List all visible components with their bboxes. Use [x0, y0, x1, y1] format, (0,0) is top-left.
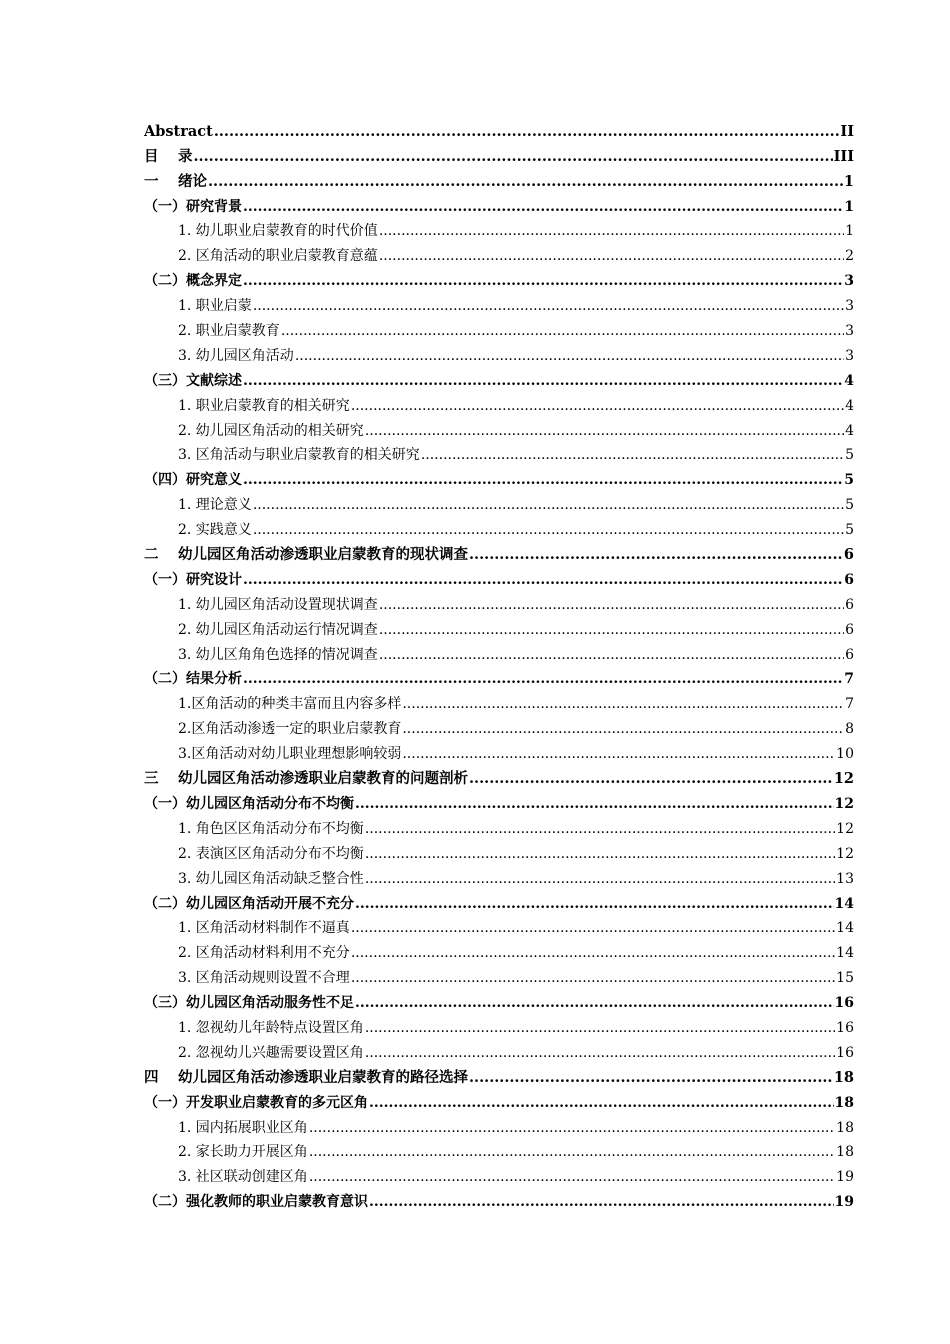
toc-entry-title [178, 645, 378, 665]
dot-leader [194, 147, 833, 167]
dot-leader [469, 1068, 833, 1088]
toc-page-number: 14 [836, 945, 854, 962]
toc-page-number: 12 [836, 845, 854, 862]
toc-entry[interactable] [144, 341, 854, 366]
toc-page-number: 5 [845, 522, 854, 539]
toc-entry[interactable] [144, 192, 854, 217]
toc-chapter-number: 目 [144, 147, 159, 165]
toc-title-text: 1. 区角活动材料制作不逼真 [178, 920, 350, 937]
dot-leader [243, 271, 843, 291]
toc-entry[interactable] [144, 789, 854, 814]
toc-page-number: 2 [845, 248, 854, 265]
toc-title-text: 3. 幼儿园区角活动 [178, 347, 294, 364]
toc-page-number: 1 [844, 198, 854, 215]
toc-entry-title [178, 1043, 364, 1063]
table-of-contents [144, 117, 854, 1212]
toc-title-text: （二）强化教师的职业启蒙教育意识 [144, 1194, 368, 1211]
toc-title-text: 1. 理论意义 [178, 497, 252, 514]
toc-page-number: 15 [836, 970, 854, 987]
dot-leader [309, 1118, 835, 1138]
toc-entry-title [178, 694, 401, 714]
toc-page-number: III [833, 147, 854, 165]
toc-title-text: 1. 园内拓展职业区角 [178, 1119, 308, 1136]
toc-title-text: 3. 区角活动规则设置不合理 [178, 970, 350, 987]
toc-entry[interactable] [144, 739, 854, 764]
dot-leader [253, 520, 844, 540]
toc-page-number: II [840, 122, 854, 140]
dot-leader [355, 894, 834, 914]
toc-title-text: （二）结果分析 [144, 671, 242, 688]
toc-entry-title [144, 993, 354, 1013]
toc-entry-title [178, 1118, 308, 1138]
toc-title-text: （四）研究意义 [144, 472, 242, 489]
toc-entry[interactable] [144, 241, 854, 266]
toc-page-number: 10 [836, 746, 854, 763]
toc-title-text: （一）研究设计 [144, 571, 242, 588]
dot-leader [281, 321, 844, 341]
toc-page-number: 6 [845, 596, 854, 613]
toc-title-text: （一）幼儿园区角活动分布不均衡 [144, 795, 354, 812]
toc-entry-title [144, 197, 242, 217]
toc-title-text: 1. 忽视幼儿年龄特点设置区角 [178, 1019, 364, 1036]
dot-leader [365, 869, 835, 889]
toc-entry[interactable] [144, 1187, 854, 1212]
toc-entry[interactable] [144, 565, 854, 590]
toc-page-number: 5 [845, 447, 854, 464]
toc-title-text: 3. 社区联动创建区角 [178, 1169, 308, 1186]
dot-leader [469, 545, 843, 565]
toc-entry-title [178, 943, 350, 963]
toc-entry-title [178, 321, 280, 341]
toc-title-text: 录 [178, 147, 193, 165]
dot-leader [402, 744, 835, 764]
toc-entry-title [144, 570, 242, 590]
toc-page-number: 4 [845, 422, 854, 439]
toc-title-text: 幼儿园区角活动渗透职业启蒙教育的现状调查 [178, 546, 468, 564]
toc-entry-title [144, 794, 354, 814]
toc-page-number: 18 [836, 1144, 854, 1161]
toc-entry[interactable] [144, 1138, 854, 1163]
dot-leader [214, 122, 840, 142]
toc-title-text: 1.区角活动的种类丰富而且内容多样 [178, 696, 402, 713]
toc-entry-title [144, 1068, 468, 1088]
toc-entry-title [144, 769, 468, 789]
toc-page-number: 5 [844, 472, 854, 489]
dot-leader [402, 719, 844, 739]
toc-entry-title [144, 371, 242, 391]
toc-title-text: 2. 幼儿园区角活动运行情况调查 [178, 621, 378, 638]
dot-leader [351, 943, 835, 963]
toc-entry[interactable] [144, 540, 854, 565]
toc-title-text: （三）幼儿园区角活动服务性不足 [144, 995, 354, 1012]
toc-title-text: 2. 忽视幼儿兴趣需要设置区角 [178, 1044, 364, 1061]
toc-entry-title [178, 296, 252, 316]
toc-page-number: 6 [845, 621, 854, 638]
dot-leader [379, 595, 844, 615]
toc-entry-title [178, 346, 294, 366]
toc-title-text: 2. 幼儿园区角活动的相关研究 [178, 422, 364, 439]
toc-entry[interactable] [144, 988, 854, 1013]
toc-page-number: 6 [845, 646, 854, 663]
toc-page-number: 12 [833, 770, 854, 788]
toc-entry-title [178, 744, 401, 764]
toc-title-text: 2. 家长助力开展区角 [178, 1144, 308, 1161]
toc-entry[interactable] [144, 366, 854, 391]
toc-entry[interactable] [144, 764, 854, 789]
toc-entry-title [178, 495, 252, 515]
toc-page-number: 18 [836, 1119, 854, 1136]
toc-entry[interactable] [144, 665, 854, 690]
toc-entry-title [144, 271, 242, 291]
dot-leader [365, 421, 844, 441]
toc-title-text: 3. 幼儿区角角色选择的情况调查 [178, 646, 378, 663]
toc-entry-title [144, 545, 468, 565]
dot-leader [295, 346, 844, 366]
toc-page-number: 7 [844, 671, 854, 688]
toc-title-text: 3.区角活动对幼儿职业理想影响较弱 [178, 746, 402, 763]
toc-title-text: 幼儿园区角活动渗透职业启蒙教育的路径选择 [178, 1068, 468, 1086]
toc-page-number: 16 [836, 1044, 854, 1061]
toc-page-number: 8 [845, 721, 854, 738]
toc-title-text: 2. 职业启蒙教育 [178, 323, 280, 340]
toc-entry[interactable] [144, 839, 854, 864]
toc-entry[interactable] [144, 714, 854, 739]
toc-page-number: 3 [845, 298, 854, 315]
dot-leader [355, 794, 834, 814]
toc-entry[interactable] [144, 1038, 854, 1063]
toc-entry[interactable] [144, 938, 854, 963]
dot-leader [309, 1167, 835, 1187]
toc-entry-title [178, 719, 401, 739]
dot-leader [253, 495, 844, 515]
toc-entry[interactable] [144, 391, 854, 416]
toc-entry-title [144, 894, 354, 914]
toc-entry-title [178, 1167, 308, 1187]
toc-page-number: 3 [845, 347, 854, 364]
toc-page-number: 4 [844, 372, 854, 389]
toc-page-number: 19 [836, 1169, 854, 1186]
toc-title-text: 2. 区角活动材料利用不充分 [178, 945, 350, 962]
toc-entry[interactable] [144, 1063, 854, 1088]
toc-entry[interactable] [144, 814, 854, 839]
toc-page-number: 18 [834, 1094, 854, 1111]
toc-entry[interactable] [144, 864, 854, 889]
toc-page-number: 7 [845, 696, 854, 713]
toc-title-text: （一）研究背景 [144, 198, 242, 215]
toc-title-text: 幼儿园区角活动渗透职业启蒙教育的问题剖析 [178, 770, 468, 788]
dot-leader [365, 1018, 835, 1038]
toc-entry[interactable] [144, 590, 854, 615]
toc-entry[interactable] [144, 217, 854, 242]
toc-entry[interactable] [144, 689, 854, 714]
toc-page-number: 14 [834, 895, 854, 912]
toc-entry[interactable] [144, 465, 854, 490]
toc-entry-title [178, 520, 252, 540]
toc-title-text: （三）文献综述 [144, 372, 242, 389]
dot-leader [379, 221, 844, 241]
dot-leader [379, 620, 844, 640]
toc-title-text: 3. 区角活动与职业启蒙教育的相关研究 [178, 447, 420, 464]
toc-page-number: 19 [834, 1194, 854, 1211]
toc-entry-title [144, 1192, 368, 1212]
toc-entry-title [178, 620, 378, 640]
toc-title-text: Abstract [144, 122, 213, 140]
toc-title-text: 2. 表演区区角活动分布不均衡 [178, 845, 364, 862]
toc-entry[interactable] [144, 316, 854, 341]
toc-entry-title [178, 819, 364, 839]
dot-leader [243, 371, 843, 391]
toc-page-number: 6 [844, 571, 854, 588]
toc-entry[interactable] [144, 515, 854, 540]
toc-entry[interactable] [144, 416, 854, 441]
toc-entry-title [178, 421, 364, 441]
toc-entry[interactable] [144, 490, 854, 515]
toc-entry-title [178, 869, 364, 889]
dot-leader [243, 669, 843, 689]
toc-entry-title [178, 1142, 308, 1162]
dot-leader [365, 1043, 835, 1063]
toc-chapter-number: 三 [144, 770, 159, 788]
toc-entry-title [178, 595, 378, 615]
dot-leader [243, 570, 843, 590]
toc-entry[interactable] [144, 1088, 854, 1113]
toc-title-text: （一）开发职业启蒙教育的多元区角 [144, 1094, 368, 1111]
toc-page-number: 16 [836, 1019, 854, 1036]
dot-leader [351, 396, 844, 416]
toc-entry-title [178, 968, 350, 988]
toc-page-number: 18 [833, 1068, 854, 1086]
toc-title-text: 1. 幼儿职业启蒙教育的时代价值 [178, 223, 378, 240]
toc-page-number: 1 [845, 223, 854, 240]
toc-entry-title [178, 1018, 364, 1038]
toc-entry[interactable] [144, 441, 854, 466]
dot-leader [379, 645, 844, 665]
toc-entry[interactable] [144, 615, 854, 640]
toc-page-number: 13 [836, 870, 854, 887]
toc-entry-title [144, 470, 242, 490]
toc-page-number: 12 [834, 795, 854, 812]
toc-page-number: 3 [844, 273, 854, 290]
toc-page-number: 4 [845, 397, 854, 414]
dot-leader [351, 918, 835, 938]
dot-leader [369, 1192, 834, 1212]
dot-leader [369, 1093, 834, 1113]
toc-title-text: 2. 区角活动的职业启蒙教育意蕴 [178, 248, 378, 265]
toc-entry-title [178, 844, 364, 864]
toc-entry[interactable] [144, 1013, 854, 1038]
toc-page-number: 5 [845, 497, 854, 514]
dot-leader [421, 445, 844, 465]
toc-entry-title [178, 246, 378, 266]
toc-entry[interactable] [144, 1162, 854, 1187]
toc-entry[interactable] [144, 167, 854, 192]
toc-title-text: 绪论 [178, 172, 207, 190]
dot-leader [208, 172, 843, 192]
toc-entry[interactable] [144, 266, 854, 291]
toc-chapter-number: 一 [144, 172, 159, 190]
dot-leader [351, 968, 835, 988]
toc-title-text: （二）幼儿园区角活动开展不充分 [144, 895, 354, 912]
toc-title-text: （二）概念界定 [144, 273, 242, 290]
toc-page-number: 6 [843, 546, 854, 564]
toc-entry[interactable] [144, 640, 854, 665]
toc-page-number: 16 [834, 995, 854, 1012]
toc-entry-title [178, 396, 350, 416]
toc-title-text: 2. 实践意义 [178, 522, 252, 539]
toc-title-text: 1. 幼儿园区角活动设置现状调查 [178, 596, 378, 613]
toc-entry-title [178, 221, 378, 241]
toc-entry-title [144, 1093, 368, 1113]
toc-page-number: 1 [843, 172, 854, 190]
dot-leader [379, 246, 844, 266]
toc-entry[interactable] [144, 142, 854, 167]
toc-entry[interactable] [144, 914, 854, 939]
toc-entry-title [144, 147, 193, 167]
toc-entry[interactable] [144, 117, 854, 142]
toc-title-text: 1. 职业启蒙 [178, 298, 252, 315]
toc-page-number: 12 [836, 820, 854, 837]
dot-leader [355, 993, 834, 1013]
toc-chapter-number: 四 [144, 1068, 159, 1086]
toc-entry[interactable] [144, 291, 854, 316]
toc-entry-title [144, 122, 213, 142]
dot-leader [365, 844, 835, 864]
toc-page-number: 3 [845, 323, 854, 340]
toc-entry[interactable] [144, 1113, 854, 1138]
dot-leader [253, 296, 844, 316]
toc-entry-title [144, 172, 207, 192]
dot-leader [365, 819, 835, 839]
dot-leader [402, 694, 844, 714]
toc-title-text: 1. 职业启蒙教育的相关研究 [178, 397, 350, 414]
dot-leader [243, 470, 843, 490]
toc-entry[interactable] [144, 889, 854, 914]
dot-leader [309, 1142, 835, 1162]
toc-page-number: 14 [836, 920, 854, 937]
toc-title-text: 1. 角色区区角活动分布不均衡 [178, 820, 364, 837]
dot-leader [469, 769, 833, 789]
toc-entry-title [178, 445, 420, 465]
toc-chapter-number: 二 [144, 546, 159, 564]
dot-leader [243, 197, 843, 217]
toc-title-text: 2.区角活动渗透一定的职业启蒙教育 [178, 721, 402, 738]
toc-entry-title [178, 918, 350, 938]
toc-title-text: 3. 幼儿园区角活动缺乏整合性 [178, 870, 364, 887]
toc-entry[interactable] [144, 963, 854, 988]
toc-entry-title [144, 669, 242, 689]
